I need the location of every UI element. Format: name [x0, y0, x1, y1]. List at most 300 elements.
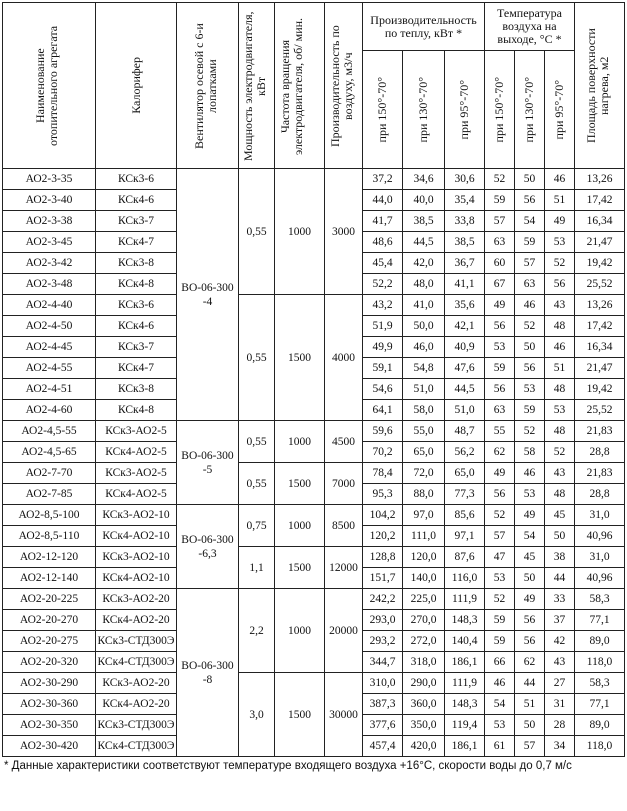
t150-cell: 60	[485, 253, 515, 274]
q95-cell: 35,6	[445, 295, 485, 316]
t130-cell: 56	[515, 610, 545, 631]
area-cell: 21,47	[575, 232, 625, 253]
q150-cell: 387,3	[363, 694, 403, 715]
t150-cell: 57	[485, 211, 515, 232]
t95-cell: 56	[545, 274, 575, 295]
q150-cell: 48,6	[363, 232, 403, 253]
fan-model-cell: ВО-06-300 -5	[177, 421, 239, 505]
q150-cell: 59,1	[363, 358, 403, 379]
header-airflow: Производительность по воздуху, м3/ч	[325, 3, 363, 169]
heater-cell: КСк3-АО2-20	[96, 589, 177, 610]
power-cell: 3,0	[239, 673, 275, 757]
t150-cell: 52	[485, 169, 515, 190]
t95-cell: 43	[545, 463, 575, 484]
unit-name-cell: АО2-4-40	[3, 295, 96, 316]
area-cell: 21,83	[575, 463, 625, 484]
heater-cell: КСк3-8	[96, 379, 177, 400]
q150-cell: 95,3	[363, 484, 403, 505]
t150-cell: 49	[485, 463, 515, 484]
q95-cell: 140,4	[445, 631, 485, 652]
unit-name-cell: АО2-30-290	[3, 673, 96, 694]
q130-cell: 111,0	[403, 526, 445, 547]
t95-cell: 51	[545, 190, 575, 211]
q130-cell: 318,0	[403, 652, 445, 673]
t95-cell: 46	[545, 337, 575, 358]
area-cell: 89,0	[575, 631, 625, 652]
q150-cell: 70,2	[363, 442, 403, 463]
t95-cell: 48	[545, 484, 575, 505]
q150-cell: 51,9	[363, 316, 403, 337]
t130-cell: 52	[515, 421, 545, 442]
q150-cell: 293,2	[363, 631, 403, 652]
q130-cell: 48,0	[403, 274, 445, 295]
t150-cell: 63	[485, 400, 515, 421]
q150-cell: 310,0	[363, 673, 403, 694]
area-cell: 19,42	[575, 379, 625, 400]
header-temp-group: Температура воздуха на выходе, °С *	[485, 3, 575, 51]
header-q130: при 130°-70°	[403, 51, 445, 169]
t130-cell: 53	[515, 379, 545, 400]
t130-cell: 54	[515, 211, 545, 232]
q95-cell: 85,6	[445, 505, 485, 526]
area-cell: 25,52	[575, 274, 625, 295]
t130-cell: 54	[515, 526, 545, 547]
area-cell: 19,42	[575, 253, 625, 274]
q95-cell: 38,5	[445, 232, 485, 253]
heater-cell: КСк3-7	[96, 211, 177, 232]
area-cell: 16,34	[575, 211, 625, 232]
t130-cell: 58	[515, 442, 545, 463]
unit-name-cell: АО2-3-45	[3, 232, 96, 253]
q130-cell: 140,0	[403, 568, 445, 589]
heater-cell: КСк4-АО2-20	[96, 694, 177, 715]
t130-cell: 50	[515, 337, 545, 358]
q130-cell: 54,8	[403, 358, 445, 379]
heater-cell: КСк4-АО2-10	[96, 568, 177, 589]
unit-name-cell: АО2-4-51	[3, 379, 96, 400]
t150-cell: 56	[485, 484, 515, 505]
t95-cell: 33	[545, 589, 575, 610]
t95-cell: 38	[545, 547, 575, 568]
t130-cell: 49	[515, 589, 545, 610]
q95-cell: 56,2	[445, 442, 485, 463]
q95-cell: 148,3	[445, 694, 485, 715]
heater-cell: КСк4-АО2-5	[96, 484, 177, 505]
header-heater: Калорифер	[96, 3, 177, 169]
area-cell: 118,0	[575, 736, 625, 757]
t95-cell: 28	[545, 715, 575, 736]
t95-cell: 27	[545, 673, 575, 694]
q95-cell: 186,1	[445, 652, 485, 673]
heater-cell: КСк3-СТД300Э	[96, 631, 177, 652]
heater-cell: КСк3-6	[96, 295, 177, 316]
area-cell: 21,83	[575, 421, 625, 442]
rpm-cell: 1500	[275, 673, 325, 757]
t95-cell: 44	[545, 568, 575, 589]
unit-name-cell: АО2-12-140	[3, 568, 96, 589]
t130-cell: 63	[515, 274, 545, 295]
unit-name-cell: АО2-3-38	[3, 211, 96, 232]
t95-cell: 37	[545, 610, 575, 631]
q150-cell: 78,4	[363, 463, 403, 484]
q95-cell: 111,9	[445, 673, 485, 694]
q130-cell: 65,0	[403, 442, 445, 463]
t150-cell: 49	[485, 295, 515, 316]
unit-name-cell: АО2-7-70	[3, 463, 96, 484]
t95-cell: 48	[545, 379, 575, 400]
airflow-cell: 12000	[325, 547, 363, 589]
power-cell: 0,55	[239, 169, 275, 295]
q150-cell: 104,2	[363, 505, 403, 526]
unit-name-cell: АО2-30-350	[3, 715, 96, 736]
unit-name-cell: АО2-20-270	[3, 610, 96, 631]
table-row	[3, 547, 625, 568]
power-cell: 0,55	[239, 463, 275, 505]
t130-cell: 59	[515, 232, 545, 253]
t150-cell: 52	[485, 589, 515, 610]
t130-cell: 62	[515, 652, 545, 673]
area-cell: 77,1	[575, 610, 625, 631]
q130-cell: 290,0	[403, 673, 445, 694]
q150-cell: 377,6	[363, 715, 403, 736]
t150-cell: 52	[485, 505, 515, 526]
q130-cell: 272,0	[403, 631, 445, 652]
t95-cell: 45	[545, 505, 575, 526]
area-cell: 31,0	[575, 547, 625, 568]
heater-cell: КСк4-6	[96, 316, 177, 337]
q130-cell: 44,5	[403, 232, 445, 253]
unit-name-cell: АО2-20-225	[3, 589, 96, 610]
t150-cell: 56	[485, 316, 515, 337]
q130-cell: 55,0	[403, 421, 445, 442]
q95-cell: 30,6	[445, 169, 485, 190]
t150-cell: 66	[485, 652, 515, 673]
t130-cell: 49	[515, 505, 545, 526]
t150-cell: 46	[485, 673, 515, 694]
t150-cell: 47	[485, 547, 515, 568]
table-row	[3, 169, 625, 190]
unit-name-cell: АО2-20-275	[3, 631, 96, 652]
rpm-cell: 1000	[275, 505, 325, 547]
power-cell: 0,55	[239, 295, 275, 421]
q150-cell: 344,7	[363, 652, 403, 673]
t150-cell: 59	[485, 190, 515, 211]
airflow-cell: 3000	[325, 169, 363, 295]
q130-cell: 88,0	[403, 484, 445, 505]
q95-cell: 40,9	[445, 337, 485, 358]
q95-cell: 36,7	[445, 253, 485, 274]
q95-cell: 48,7	[445, 421, 485, 442]
unit-name-cell: АО2-4-45	[3, 337, 96, 358]
unit-name-cell: АО2-4,5-55	[3, 421, 96, 442]
rpm-cell: 1500	[275, 547, 325, 589]
q150-cell: 44,0	[363, 190, 403, 211]
heater-cell: КСк3-8	[96, 253, 177, 274]
t95-cell: 34	[545, 736, 575, 757]
heater-cell: КСк3-АО2-5	[96, 421, 177, 442]
heater-cell: КСк4-6	[96, 190, 177, 211]
header-fan: Вентилятор осевой с 6-и лопатками	[177, 3, 239, 169]
t95-cell: 31	[545, 694, 575, 715]
q95-cell: 111,9	[445, 589, 485, 610]
unit-name-cell: АО2-4-60	[3, 400, 96, 421]
heater-cell: КСк3-СТД300Э	[96, 715, 177, 736]
header-heat-group: Производительность по теплу, кВт *	[363, 3, 485, 51]
unit-name-cell: АО2-30-360	[3, 694, 96, 715]
t150-cell: 57	[485, 526, 515, 547]
header-unit: Наименование отопительного агрегата	[3, 3, 96, 169]
t150-cell: 62	[485, 442, 515, 463]
t150-cell: 54	[485, 694, 515, 715]
q95-cell: 47,6	[445, 358, 485, 379]
unit-name-cell: АО2-30-420	[3, 736, 96, 757]
area-cell: 40,96	[575, 526, 625, 547]
unit-name-cell: АО2-8,5-100	[3, 505, 96, 526]
t95-cell: 53	[545, 232, 575, 253]
unit-name-cell: АО2-8,5-110	[3, 526, 96, 547]
q130-cell: 50,0	[403, 316, 445, 337]
table-body	[3, 169, 625, 757]
heater-cell: КСк4-АО2-20	[96, 610, 177, 631]
area-cell: 17,42	[575, 190, 625, 211]
power-cell: 0,55	[239, 421, 275, 463]
area-cell: 28,8	[575, 484, 625, 505]
area-cell: 58,3	[575, 673, 625, 694]
heater-cell: КСк3-АО2-10	[96, 547, 177, 568]
t95-cell: 52	[545, 253, 575, 274]
header-t130: при 130°-70°	[515, 51, 545, 169]
area-cell: 13,26	[575, 169, 625, 190]
q130-cell: 34,6	[403, 169, 445, 190]
t150-cell: 59	[485, 358, 515, 379]
area-cell: 31,0	[575, 505, 625, 526]
rpm-cell: 1000	[275, 589, 325, 673]
t95-cell: 52	[545, 442, 575, 463]
airflow-cell: 20000	[325, 589, 363, 673]
area-cell: 89,0	[575, 715, 625, 736]
t95-cell: 48	[545, 316, 575, 337]
heater-cell: КСк4-7	[96, 232, 177, 253]
unit-name-cell: АО2-3-35	[3, 169, 96, 190]
t95-cell: 42	[545, 631, 575, 652]
q130-cell: 270,0	[403, 610, 445, 631]
airflow-cell: 4000	[325, 295, 363, 421]
q95-cell: 186,1	[445, 736, 485, 757]
table-row	[3, 421, 625, 442]
heater-cell: КСк4-8	[96, 400, 177, 421]
rpm-cell: 1000	[275, 169, 325, 295]
t130-cell: 45	[515, 547, 545, 568]
unit-name-cell: АО2-4-55	[3, 358, 96, 379]
t150-cell: 59	[485, 610, 515, 631]
q130-cell: 41,0	[403, 295, 445, 316]
heater-cell: КСк4-АО2-5	[96, 442, 177, 463]
t130-cell: 46	[515, 463, 545, 484]
q130-cell: 38,5	[403, 211, 445, 232]
area-cell: 25,52	[575, 400, 625, 421]
q130-cell: 58,0	[403, 400, 445, 421]
q150-cell: 41,7	[363, 211, 403, 232]
area-cell: 17,42	[575, 316, 625, 337]
t150-cell: 61	[485, 736, 515, 757]
heater-cell: КСк3-6	[96, 169, 177, 190]
q130-cell: 42,0	[403, 253, 445, 274]
power-cell: 2,2	[239, 589, 275, 673]
t130-cell: 52	[515, 316, 545, 337]
q150-cell: 49,9	[363, 337, 403, 358]
table-row	[3, 505, 625, 526]
table-row	[3, 589, 625, 610]
specs-table	[2, 2, 625, 757]
t130-cell: 56	[515, 358, 545, 379]
q95-cell: 42,1	[445, 316, 485, 337]
q95-cell: 119,4	[445, 715, 485, 736]
t95-cell: 43	[545, 295, 575, 316]
q130-cell: 72,0	[403, 463, 445, 484]
q150-cell: 52,2	[363, 274, 403, 295]
unit-name-cell: АО2-4,5-65	[3, 442, 96, 463]
q150-cell: 54,6	[363, 379, 403, 400]
q95-cell: 33,8	[445, 211, 485, 232]
table-row	[3, 295, 625, 316]
rpm-cell: 1500	[275, 295, 325, 421]
t130-cell: 57	[515, 736, 545, 757]
q150-cell: 293,0	[363, 610, 403, 631]
q95-cell: 77,3	[445, 484, 485, 505]
heater-cell: КСк3-АО2-20	[96, 673, 177, 694]
t150-cell: 55	[485, 421, 515, 442]
table-row	[3, 463, 625, 484]
q130-cell: 420,0	[403, 736, 445, 757]
t130-cell: 50	[515, 715, 545, 736]
q130-cell: 40,0	[403, 190, 445, 211]
heater-cell: КСк4-СТД300Э	[96, 652, 177, 673]
q130-cell: 350,0	[403, 715, 445, 736]
q95-cell: 87,6	[445, 547, 485, 568]
t150-cell: 53	[485, 337, 515, 358]
q95-cell: 65,0	[445, 463, 485, 484]
t130-cell: 46	[515, 295, 545, 316]
t130-cell: 50	[515, 169, 545, 190]
area-cell: 21,47	[575, 358, 625, 379]
q150-cell: 242,2	[363, 589, 403, 610]
t95-cell: 48	[545, 421, 575, 442]
header-q95: при 95°-70°	[445, 51, 485, 169]
fan-model-cell: ВО-06-300 -8	[177, 589, 239, 757]
header-power: Мощность электродвигателя, кВт	[239, 3, 275, 169]
t95-cell: 46	[545, 169, 575, 190]
unit-name-cell: АО2-20-320	[3, 652, 96, 673]
q95-cell: 148,3	[445, 610, 485, 631]
t95-cell: 53	[545, 400, 575, 421]
heater-cell: КСк4-7	[96, 358, 177, 379]
header-rpm: Частота вращения электродвигателя, об/ мин.	[275, 3, 325, 169]
q130-cell: 225,0	[403, 589, 445, 610]
fan-model-cell: ВО-06-300 -4	[177, 169, 239, 421]
heater-cell: КСк3-АО2-10	[96, 505, 177, 526]
q130-cell: 51,0	[403, 379, 445, 400]
area-cell: 16,34	[575, 337, 625, 358]
q95-cell: 44,5	[445, 379, 485, 400]
t150-cell: 67	[485, 274, 515, 295]
header-q150: при 150°-70°	[363, 51, 403, 169]
airflow-cell: 8500	[325, 505, 363, 547]
q130-cell: 360,0	[403, 694, 445, 715]
q150-cell: 128,8	[363, 547, 403, 568]
q95-cell: 35,4	[445, 190, 485, 211]
q150-cell: 64,1	[363, 400, 403, 421]
q150-cell: 59,6	[363, 421, 403, 442]
t150-cell: 56	[485, 379, 515, 400]
fan-model-cell: ВО-06-300 -6,3	[177, 505, 239, 589]
rpm-cell: 1000	[275, 421, 325, 463]
q95-cell: 116,0	[445, 568, 485, 589]
t130-cell: 53	[515, 484, 545, 505]
t150-cell: 63	[485, 232, 515, 253]
area-cell: 28,8	[575, 442, 625, 463]
airflow-cell: 7000	[325, 463, 363, 505]
t95-cell: 43	[545, 652, 575, 673]
airflow-cell: 30000	[325, 673, 363, 757]
header-t95: при 95°-70°	[545, 51, 575, 169]
power-cell: 1,1	[239, 547, 275, 589]
t130-cell: 50	[515, 568, 545, 589]
q130-cell: 46,0	[403, 337, 445, 358]
table-row	[3, 673, 625, 694]
t130-cell: 44	[515, 673, 545, 694]
area-cell: 40,96	[575, 568, 625, 589]
t150-cell: 59	[485, 631, 515, 652]
heater-cell: КСк4-8	[96, 274, 177, 295]
q130-cell: 97,0	[403, 505, 445, 526]
airflow-cell: 4500	[325, 421, 363, 463]
heater-cell: КСк3-АО2-5	[96, 463, 177, 484]
q150-cell: 45,4	[363, 253, 403, 274]
header-area: Площадь поверхности нагрева, м2	[575, 3, 625, 169]
unit-name-cell: АО2-7-85	[3, 484, 96, 505]
t95-cell: 49	[545, 211, 575, 232]
unit-name-cell: АО2-3-48	[3, 274, 96, 295]
unit-name-cell: АО2-4-50	[3, 316, 96, 337]
area-cell: 118,0	[575, 652, 625, 673]
t150-cell: 53	[485, 568, 515, 589]
t150-cell: 53	[485, 715, 515, 736]
q95-cell: 97,1	[445, 526, 485, 547]
t130-cell: 56	[515, 631, 545, 652]
unit-name-cell: АО2-12-120	[3, 547, 96, 568]
unit-name-cell: АО2-3-42	[3, 253, 96, 274]
heater-cell: КСк3-7	[96, 337, 177, 358]
q150-cell: 120,2	[363, 526, 403, 547]
q150-cell: 457,4	[363, 736, 403, 757]
heater-cell: КСк4-СТД300Э	[96, 736, 177, 757]
header-t150: при 150°-70°	[485, 51, 515, 169]
footnote: * Данные характеристики соответствуют температуре входящего воздуха +16°С, скорости воды до 0,7 м/с	[4, 760, 572, 772]
area-cell: 77,1	[575, 694, 625, 715]
t130-cell: 57	[515, 253, 545, 274]
heater-cell: КСк4-АО2-10	[96, 526, 177, 547]
power-cell: 0,75	[239, 505, 275, 547]
q150-cell: 151,7	[363, 568, 403, 589]
area-cell: 58,3	[575, 589, 625, 610]
rpm-cell: 1500	[275, 463, 325, 505]
q95-cell: 41,1	[445, 274, 485, 295]
t95-cell: 50	[545, 526, 575, 547]
q95-cell: 51,0	[445, 400, 485, 421]
q130-cell: 120,0	[403, 547, 445, 568]
t130-cell: 51	[515, 694, 545, 715]
t130-cell: 56	[515, 190, 545, 211]
